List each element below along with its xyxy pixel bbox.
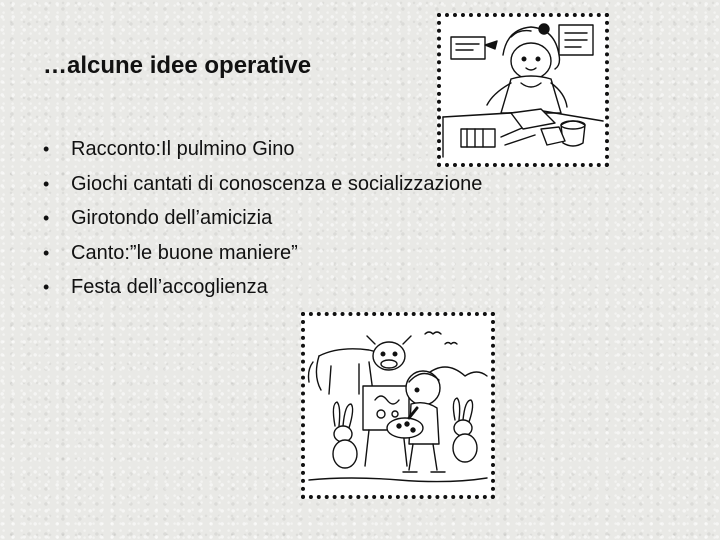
bullet-symbol: • [43, 277, 50, 297]
bullet-text: Girotondo dell’amicizia [71, 207, 273, 229]
bullet-item [43, 270, 482, 305]
bullet-symbol: • [43, 242, 50, 263]
bullet-item [43, 132, 482, 167]
bullet-text: Giochi cantati di conoscenza e socializzazione [71, 172, 483, 195]
bullet-text: Canto:”le buone maniere” [71, 241, 298, 264]
bullet-item [43, 201, 482, 236]
bullet-text: Racconto:Il pulmino Gino [71, 138, 295, 160]
bullet-symbol: • [43, 208, 50, 228]
child-painting-clipart [301, 312, 495, 499]
idea-bullet-list [43, 132, 482, 305]
bullet-text: Festa dell’accoglienza [71, 276, 268, 298]
bullet-symbol: • [43, 173, 50, 194]
bullet-item [43, 167, 482, 202]
bullet-symbol: • [43, 139, 50, 159]
girl-drawing-clipart [437, 13, 609, 167]
slide-title: …alcune idee operative [43, 52, 312, 79]
bullet-item [43, 236, 482, 271]
